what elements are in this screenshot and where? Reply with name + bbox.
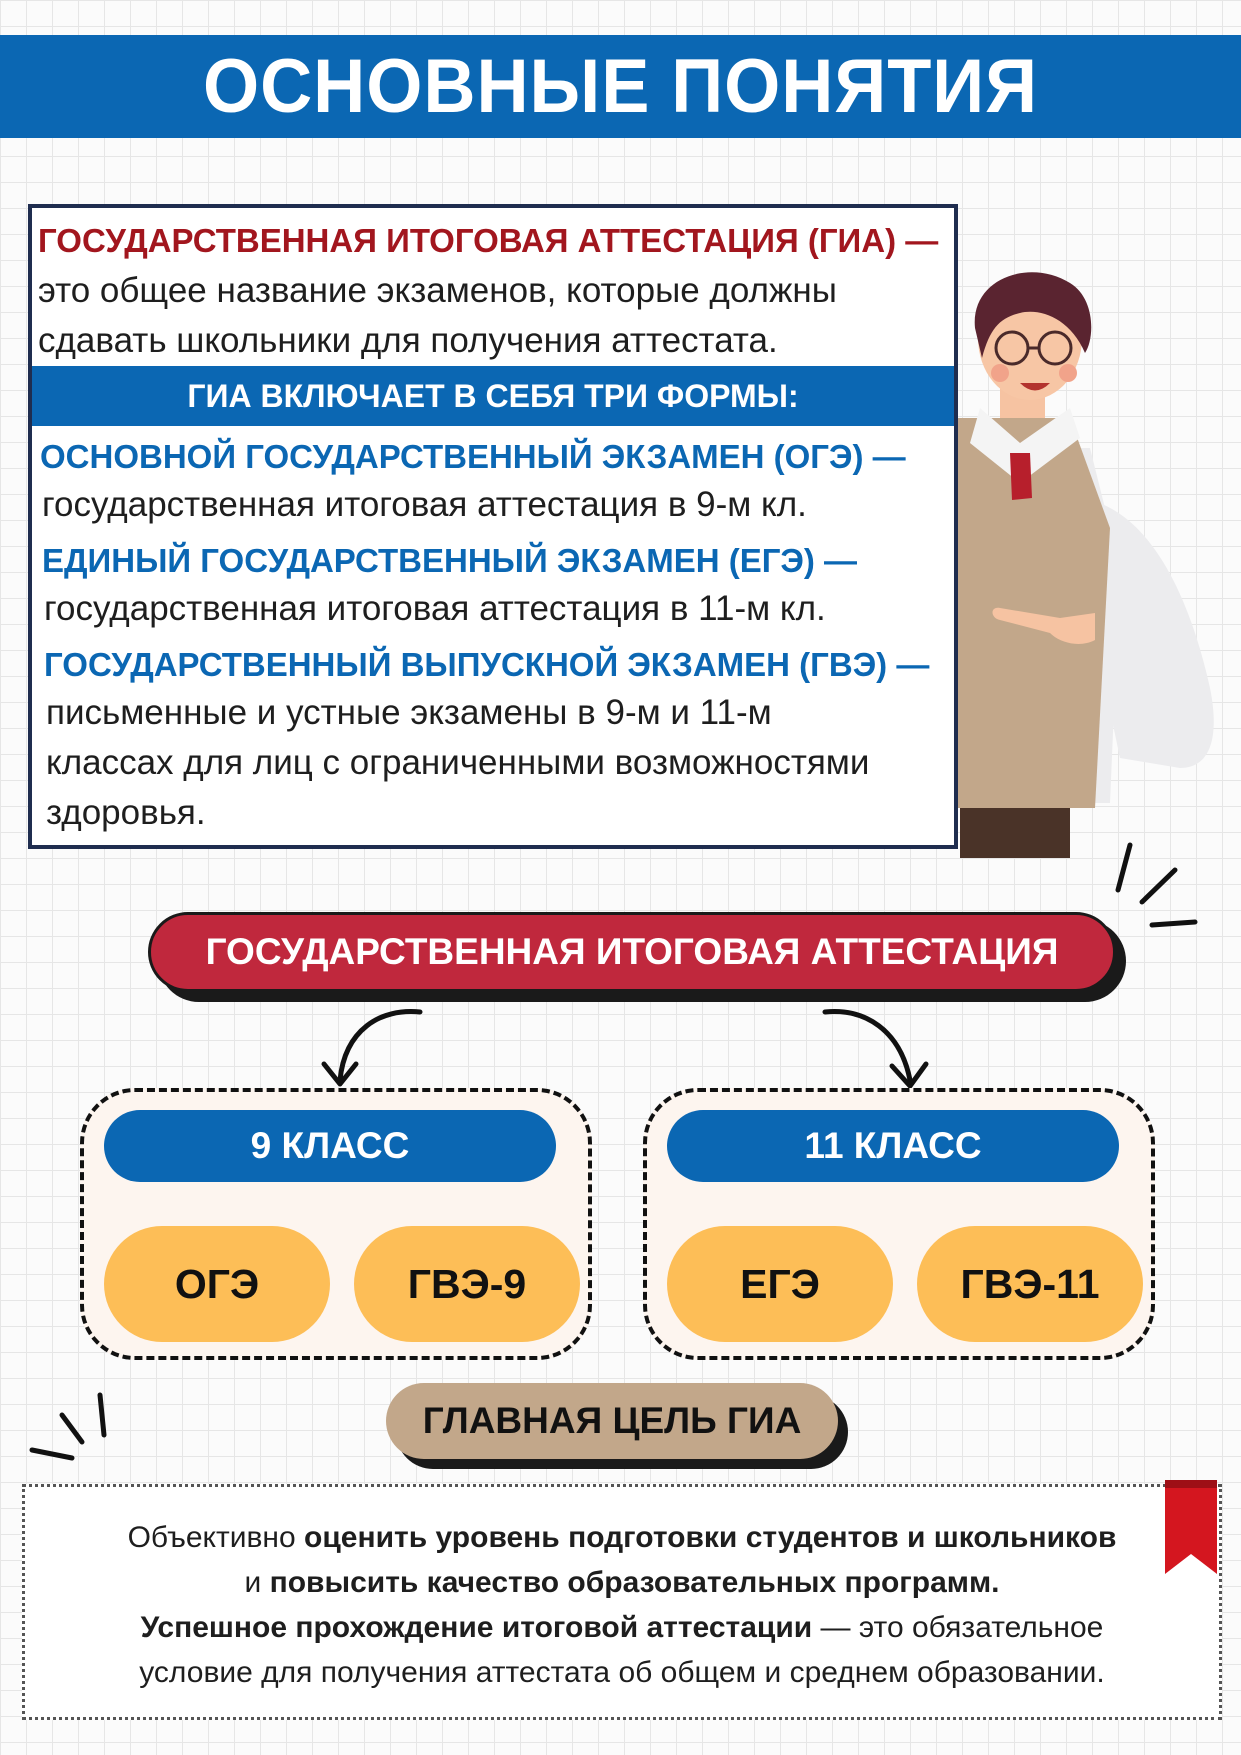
goal-line-2-bold: повысить качество образовательных программ.: [269, 1566, 1000, 1599]
gve-desc-line2: классах для лиц с ограниченными возможностями: [46, 743, 870, 782]
goal-line-1-bold: оценить уровень подготовки студентов и школьников: [304, 1521, 1117, 1554]
exam-ege-pill: ЕГЭ: [667, 1226, 893, 1342]
group-11-class: [643, 1088, 1155, 1360]
definitions-box: [28, 204, 958, 849]
goal-line-3: [25, 1605, 1219, 1650]
forms-heading: ГИА ВКЛЮЧАЕТ В СЕБЯ ТРИ ФОРМЫ:: [32, 366, 954, 426]
accent-strokes-left-icon: [22, 1390, 112, 1470]
ege-desc: государственная итоговая аттестация в 11-м кл.: [44, 589, 826, 628]
goal-line-2-normal: и: [244, 1566, 270, 1599]
goal-heading-pill: ГЛАВНАЯ ЦЕЛЬ ГИА: [386, 1383, 838, 1459]
goal-text-box: [22, 1484, 1222, 1720]
ege-term: ЕДИНЫЙ ГОСУДАРСТВЕННЫЙ ЭКЗАМЕН (ЕГЭ) —: [42, 542, 858, 579]
goal-line-3-normal: — это обязательное: [812, 1611, 1104, 1644]
gia-desc-line2: сдавать школьники для получения аттестата.: [38, 321, 778, 360]
exam-gve9-pill: ГВЭ-9: [354, 1226, 580, 1342]
gve-desc-line1: письменные и устные экзамены в 9-м и 11-м: [46, 693, 772, 732]
page-title: ОСНОВНЫЕ ПОНЯТИЯ: [203, 44, 1038, 129]
accent-strokes-icon: [1110, 840, 1210, 940]
exam-oge-pill: ОГЭ: [104, 1226, 330, 1342]
branch-arrows: [320, 1000, 940, 1100]
bookmark-ribbon-icon: [1165, 1480, 1217, 1574]
goal-line-4: условие для получения аттестата об общем и среднем образовании.: [139, 1656, 1105, 1689]
class-9-pill: 9 КЛАСС: [104, 1110, 556, 1182]
class-11-pill: 11 КЛАСС: [667, 1110, 1119, 1182]
exam-gve11-pill: ГВЭ-11: [917, 1226, 1143, 1342]
goal-line-1-normal: Объективно: [127, 1521, 305, 1554]
goal-line-1: [25, 1515, 1219, 1560]
gve-desc-line3: здоровья.: [46, 793, 206, 832]
gia-root-pill: ГОСУДАРСТВЕННАЯ ИТОГОВАЯ АТТЕСТАЦИЯ: [148, 912, 1116, 992]
gia-desc-line1: это общее название экзаменов, которые должны: [38, 271, 837, 310]
oge-term: ОСНОВНОЙ ГОСУДАРСТВЕННЫЙ ЭКЗАМЕН (ОГЭ) —: [40, 438, 906, 475]
oge-desc: государственная итоговая аттестация в 9-м кл.: [42, 485, 807, 524]
group-9-class: [80, 1088, 592, 1360]
goal-line-3-bold: Успешное прохождение итоговой аттестации: [140, 1611, 813, 1644]
teacher-illustration: [920, 268, 1230, 858]
goal-line-2: [25, 1560, 1219, 1605]
gve-term: ГОСУДАРСТВЕННЫЙ ВЫПУСКНОЙ ЭКЗАМЕН (ГВЭ) —: [44, 646, 930, 683]
gia-term: ГОСУДАРСТВЕННАЯ ИТОГОВАЯ АТТЕСТАЦИЯ (ГИА) —: [38, 222, 939, 259]
title-bar: [0, 35, 1241, 138]
